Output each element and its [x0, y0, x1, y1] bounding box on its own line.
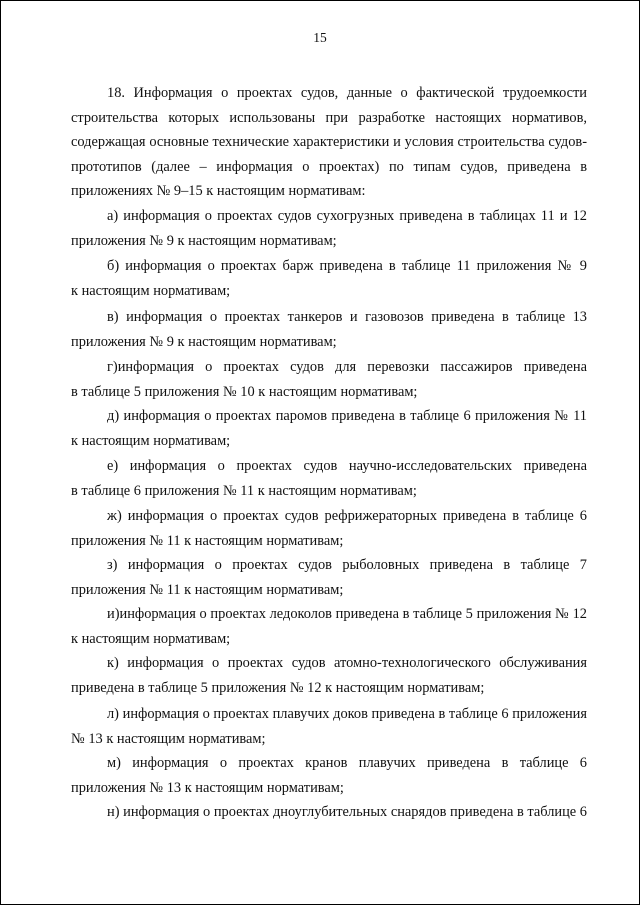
paragraph-item-i — [71, 602, 587, 651]
paragraph-item-m — [71, 751, 587, 800]
paragraph-item-e — [71, 454, 587, 503]
paragraph-first-line: ж) информация о проектах судов рефрижераторных приведена в таблице 6 — [107, 508, 587, 524]
paragraph-item-l — [71, 702, 587, 751]
paragraph-item-v — [71, 305, 587, 354]
paragraph-text: приложения № 13 к настоящим нормативам; — [71, 779, 344, 796]
paragraph-first-line: н) информация о проектах дноуглубительных снарядов приведена в таблице 6 — [107, 804, 587, 820]
paragraph-item-k — [71, 651, 587, 700]
paragraph-item-n — [71, 800, 587, 825]
paragraph-text: в таблице 5 приложения № 10 к настоящим нормативам; — [71, 383, 418, 400]
paragraph-text: приложения № 9 к настоящим нормативам; — [71, 333, 337, 350]
paragraph-first-line: а) информация о проектах судов сухогрузных приведена в таблицах 11 и 12 — [107, 208, 587, 224]
paragraph-item-g — [71, 355, 587, 404]
paragraph-first-line: д) информация о проектах паромов приведена в таблице 6 приложения № 11 — [107, 408, 587, 424]
paragraph-first-line: г)информация о проектах судов для перевозки пассажиров приведена — [107, 359, 587, 375]
paragraph-first-line: в) информация о проектах танкеров и газовозов приведена в таблице 13 — [107, 309, 587, 325]
paragraph-first-line: и)информация о проектах ледоколов приведена в таблице 5 приложения № 12 — [107, 606, 587, 622]
paragraph-text: приведена в таблице 5 приложения № 12 к настоящим нормативам; — [71, 679, 485, 696]
paragraph-text: строительства которых использованы при разработке настоящих нормативов, содержащая основные технические характеристики и условия строительства судов-прототипов (далее – информация о проектах) по типам судов, приведена в приложениях № 9–15 к настоящим нормативам: — [71, 109, 587, 199]
paragraph-item-d — [71, 404, 587, 453]
paragraph-text: приложения № 9 к настоящим нормативам; — [71, 232, 337, 249]
paragraph-text: в таблице 6 приложения № 11 к настоящим нормативам; — [71, 482, 417, 499]
paragraph-first-line: м) информация о проектах кранов плавучих приведена в таблице 6 — [107, 755, 587, 771]
paragraph-item-zh — [71, 504, 587, 553]
paragraph-18 — [71, 81, 587, 204]
paragraph-text: приложения № 11 к настоящим нормативам; — [71, 532, 344, 549]
paragraph-item-b — [71, 254, 587, 303]
paragraph-first-line: к) информация о проектах судов атомно-технологического обслуживания — [107, 655, 587, 671]
paragraph-first-line: 18. Информация о проектах судов, данные о фактической трудоемкости — [107, 85, 587, 101]
paragraph-first-line: е) информация о проектах судов научно-исследовательских приведена — [107, 458, 587, 474]
paragraph-first-line: б) информация о проектах барж приведена в таблице 11 приложения № 9 — [107, 258, 587, 274]
paragraph-item-z — [71, 553, 587, 602]
paragraph-first-line: з) информация о проектах судов рыболовных приведена в таблице 7 — [107, 557, 587, 573]
paragraph-first-line: л) информация о проектах плавучих доков приведена в таблице 6 приложения — [107, 706, 587, 722]
paragraph-text: к настоящим нормативам; — [71, 282, 231, 299]
paragraph-text: к настоящим нормативам; — [71, 432, 231, 449]
paragraph-text: к настоящим нормативам; — [71, 630, 231, 647]
paragraph-text: приложения № 11 к настоящим нормативам; — [71, 581, 344, 598]
paragraph-text: № 13 к настоящим нормативам; — [71, 730, 266, 747]
paragraph-item-a — [71, 204, 587, 253]
page-number: 15 — [313, 30, 327, 45]
